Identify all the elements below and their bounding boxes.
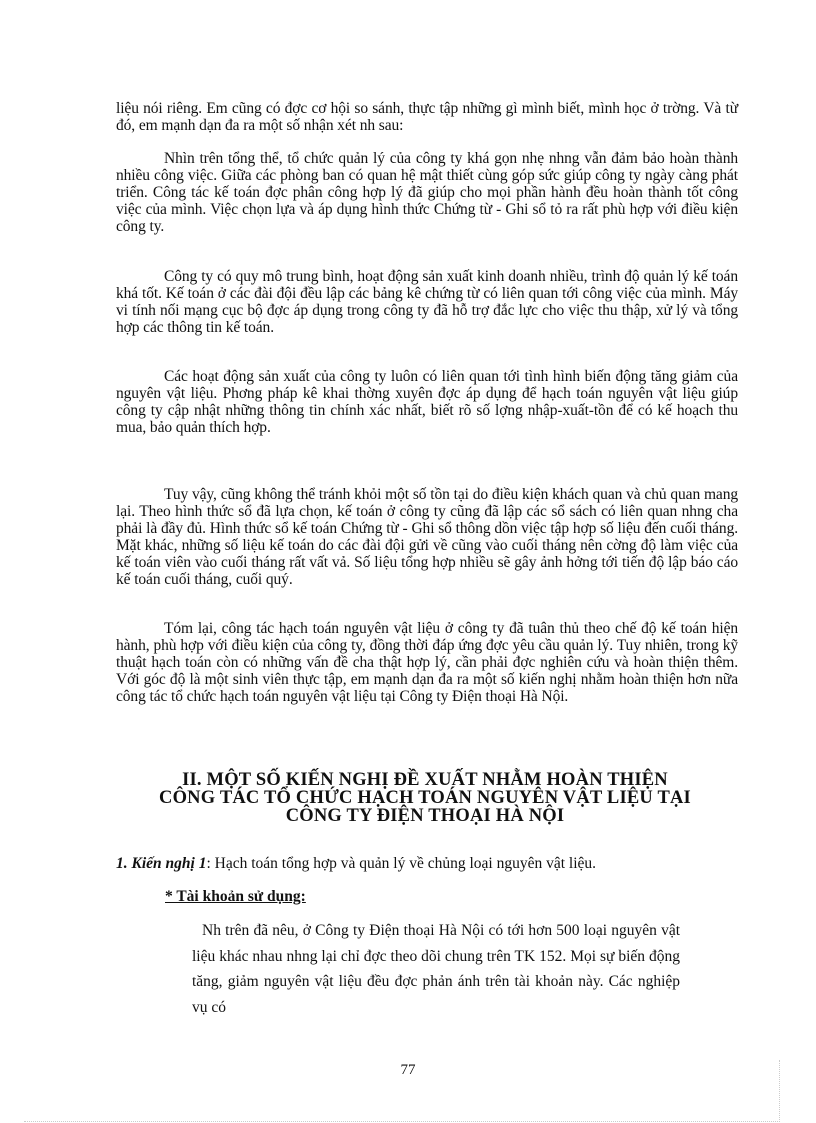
page-number: 77 xyxy=(400,1062,416,1078)
recommendation-1-label: 1. Kiến nghị 1 xyxy=(116,855,207,872)
section-heading-line-2: CÔNG TÁC TỔ CHỨC HẠCH TOÁN NGUYÊN VẬT LIỆU TẠI xyxy=(159,788,691,808)
paragraph-production: Các hoạt động sản xuất của công ty luôn có liên quan tới tình hình biến động tăng giảm của nguyên vật liệu. Phơng pháp kê khai thờng xuyên đợc áp dụng để hạch toán nguyên vật liệu giúp công ty cập nhật những thông tin chính xác nhất, biết rõ số lợng nhập-xuất-tồn để có kế hoạch thu mua, bảo quản thích hợp. xyxy=(116,368,738,436)
recommendation-1 xyxy=(116,855,746,873)
paragraph-overview: Nhìn trên tổng thể, tổ chức quản lý của công ty khá gọn nhẹ nhng vẫn đảm bảo hoàn thành nhiều công việc. Giữa các phòng ban có quan hệ mật thiết cùng góp sức giúp công ty ngày càng phát triển. Công tác kế toán đợc phân công hợp lý đã giúp cho mọi phần hành đều hoàn thành tốt công việc của mình. Việc chọn lựa và áp dụng hình thức Chứng từ - Ghi sổ tỏ ra rất phù hợp với điều kiện công ty. xyxy=(116,150,738,235)
section-heading-line-3: CÔNG TY ĐIỆN THOẠI HÀ NỘI xyxy=(285,806,565,826)
recommendation-1-text: : Hạch toán tổng hợp và quản lý về chủng loại nguyên vật liệu. xyxy=(206,855,597,872)
paragraph-limitations: Tuy vậy, cũng không thể tránh khỏi một số tồn tại do điều kiện khách quan và chủ quan mang lại. Theo hình thức sổ đã lựa chọn, kế toán ở công ty cũng đã lập các sổ sách có liên quan nhng cha phải là đầy đủ. Hình thức sổ kế toán Chứng từ - Ghi sổ thông dồn việc tập hợp số liệu đến cuối tháng. Mặt khác, những số liệu kế toán do các đài đội gửi về cũng vào cuối tháng nên cờng độ làm việc của kế toán viên vào cuối tháng rất vất vả. Số liệu tổng hợp nhiều sẽ gây ảnh hởng tới tiến độ lập báo cáo kế toán cuối tháng, cuối quý. xyxy=(116,486,738,588)
margin-rule-horizontal xyxy=(24,1121,780,1122)
subheading-account: * Tài khoản sử dụng: xyxy=(165,888,306,905)
paragraph-intro: liệu nói riêng. Em cũng có đợc cơ hội so sánh, thực tập những gì mình biết, mình học ở trờng. Và từ đó, em mạnh dạn đa ra một số nhận xét nh sau: xyxy=(116,100,738,134)
paragraph-conclusion: Tóm lại, công tác hạch toán nguyên vật liệu ở công ty đã tuân thủ theo chế độ kế toán hiện hành, phù hợp với điều kiện của công ty, đồng thời đáp ứng đợc yêu cầu quản lý. Tuy nhiên, trong kỹ thuật hạch toán còn có những vấn đề cha thật hợp lý, cần phải đợc nghiên cứu và hoàn thiện thêm. Với góc độ là một sinh viên thực tập, em mạnh dạn đa ra một số kiến nghị nhằm hoàn thiện hơn nữa công tác tổ chức hạch toán nguyên vật liệu tại Công ty Điện thoại Hà Nội. xyxy=(116,620,738,705)
section-heading-line-1: II. MỘT SỐ KIẾN NGHỊ ĐỀ XUẤT NHẰM HOÀN THIỆN xyxy=(182,770,668,790)
paragraph-account: Nh trên đã nêu, ở Công ty Điện thoại Hà Nội có tới hơn 500 loại nguyên vật liệu khác nhau nhng lại chỉ đợc theo dõi chung trên TK 152. Mọi sự biến động tăng, giảm nguyên vật liệu đều đợc phản ánh trên tài khoản này. Các nghiệp vụ có xyxy=(192,922,680,1016)
section-heading xyxy=(110,771,740,825)
margin-rule-vertical xyxy=(779,1060,780,1122)
paragraph-scale: Công ty có quy mô trung bình, hoạt động sản xuất kinh doanh nhiều, trình độ quản lý kế toán khá tốt. Kế toán ở các đài đội đều lập các bảng kê chứng từ có liên quan tới công việc của mình. Máy vi tính nối mạng cục bộ đợc áp dụng trong công ty đã hỗ trợ đắc lực cho việc thu thập, xử lý và tổng hợp các thông tin kế toán. xyxy=(116,268,738,336)
